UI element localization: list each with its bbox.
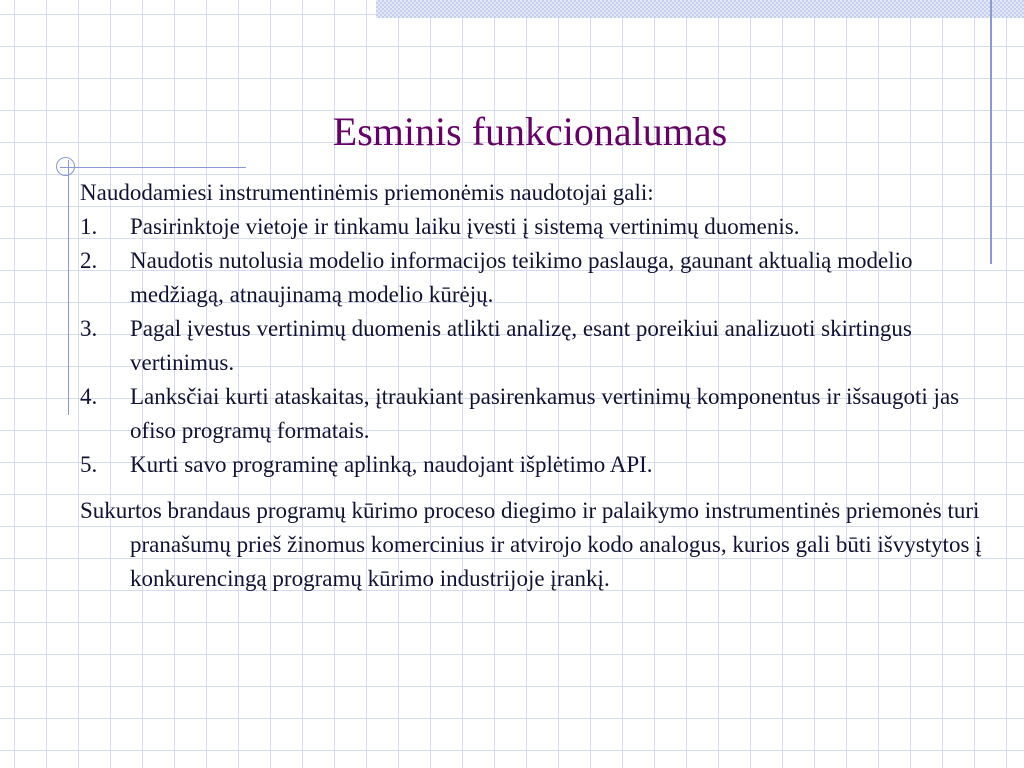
decorative-circle	[56, 157, 75, 176]
list-item-number: 5.	[80, 452, 98, 477]
list-item-text: Naudotis nutolusia modelio informacijos teikimo paslauga, gaunant aktualią modelio medžiagą, atnaujinamą modelio kūrėjų.	[130, 248, 913, 307]
decorative-horizontal-line	[60, 167, 246, 168]
intro-text: Naudodamiesi instrumentinėmis priemonėmis naudotojai gali:	[80, 180, 654, 205]
slide-body	[80, 176, 1000, 596]
list-item	[80, 448, 1000, 482]
list-item-number: 4.	[80, 384, 98, 409]
list-item	[80, 244, 1000, 312]
list-item	[80, 380, 1000, 448]
list-item-number: 1.	[80, 214, 98, 239]
slide-title: Esminis funkcionalumas	[332, 109, 728, 154]
list-item-number: 3.	[80, 316, 98, 341]
list-item-text: Pagal įvestus vertinimų duomenis atlikti analizę, esant poreikiui analizuoti skirtingus vertinimus.	[130, 316, 912, 375]
decorative-left-line	[68, 160, 69, 415]
list-item	[80, 210, 1000, 244]
closing-paragraph: Sukurtos brandaus programų kūrimo proceso diegimo ir palaikymo instrumentinės priemonės turi pranašumų prieš žinomus komercinius ir atvirojo kodo analogus, kurios gali būti išvystytos į konkurencingą programų kūrimo industrijoje įrankį.	[80, 498, 982, 591]
list-item	[80, 312, 1000, 380]
list-item-number: 2.	[80, 248, 98, 273]
decorative-top-band	[376, 0, 1024, 18]
list-item-text: Lanksčiai kurti ataskaitas, įtraukiant pasirenkamus vertinimų komponentus ir išsaugoti jas ofiso programų formatais.	[130, 384, 960, 443]
numbered-list	[80, 210, 1000, 482]
list-item-text: Kurti savo programinę aplinką, naudojant išplėtimo API.	[130, 452, 653, 477]
list-item-text: Pasirinktoje vietoje ir tinkamu laiku įvesti į sistemą vertinimų duomenis.	[130, 214, 800, 239]
